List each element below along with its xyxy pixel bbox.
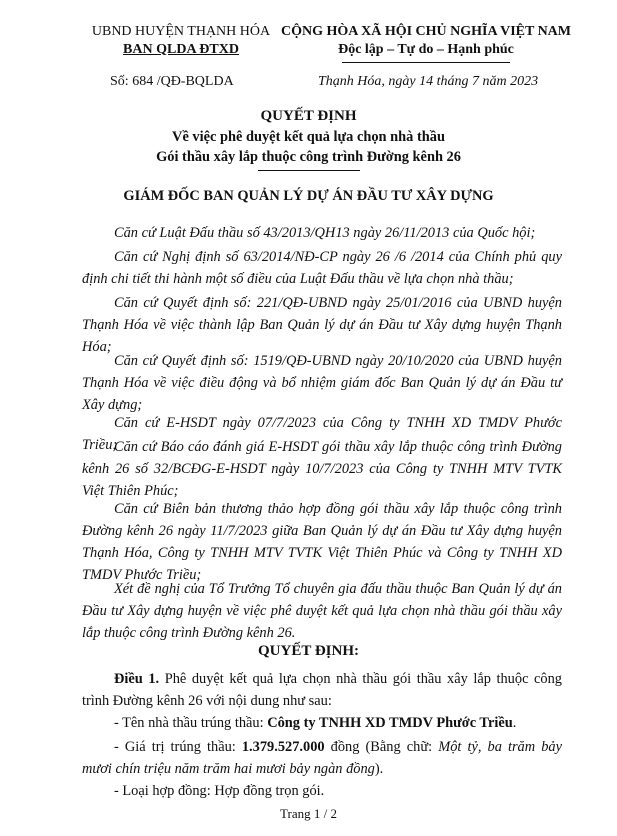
document-subject-line2: Gói thầu xây lắp thuộc công trình Đường kênh 26 — [156, 149, 461, 165]
citation-law: Căn cứ Luật Đấu thầu số 43/2013/QH13 ngày 26/11/2013 của Quốc hội; — [114, 225, 536, 241]
document-subject-line1: Về việc phê duyệt kết quả lựa chọn nhà thầu — [172, 129, 445, 145]
number-label: Số: — [110, 74, 129, 89]
number-value: 684 — [132, 74, 154, 89]
citation-decision-221: Căn cứ Quyết định số: 221/QĐ-UBND ngày 25/01/2016 của UBND huyện Thạnh Hóa về việc thành lập Ban Quản lý dự án Đầu tư Xây dựng huyện Thạnh Hóa; — [82, 295, 562, 355]
article-1 — [82, 668, 562, 712]
winning-bidder — [82, 712, 562, 734]
agency-name: UBND HUYỆN THẠNH HÓA — [91, 24, 271, 39]
price-label: - Giá trị trúng thầu: — [114, 739, 242, 755]
price-end: ). — [374, 761, 384, 777]
price-in-words: Một tỷ, ba trăm bảy mươi chín triệu năm trăm hai mươi bảy ngàn đồng — [82, 739, 562, 777]
citation-decision-1519: Căn cứ Quyết định số: 1519/QĐ-UBND ngày 20/10/2020 của UBND huyện Thạnh Hóa về việc điều động và bổ nhiệm giám đốc Ban Quản lý dự án Đầu tư Xây dựng; — [82, 353, 562, 413]
motto-underline — [342, 62, 510, 63]
agency-unit: BAN QLDA ĐTXD — [123, 42, 239, 57]
national-motto: Độc lập – Tự do – Hạnh phúc — [338, 42, 514, 57]
document-number — [110, 74, 234, 90]
citation-decree: Căn cứ Nghị định số 63/2014/NĐ-CP ngày 26 /6 /2014 của Chính phủ quy định chi tiết thi hành một số điều của Luật Đấu thầu về lựa chọn nhà thầu; — [82, 249, 562, 287]
article-1-label: Điều 1. — [114, 671, 160, 687]
citation-proposal: Xét đề nghị của Tổ Trưởng Tổ chuyên gia đấu thầu thuộc Ban Quản lý dự án Đầu tư Xây dựng huyện về việc phê duyệt kết quả lựa chọn nhà thầu gói thầu xây lắp thuộc công trình Đường kênh 26. — [82, 581, 562, 641]
contract-type: - Loại hợp đồng: Hợp đồng trọn gói. — [114, 783, 325, 799]
price-value: 1.379.527.000 — [241, 739, 325, 755]
winning-price — [82, 736, 562, 780]
document-title: QUYẾT ĐỊNH — [260, 108, 357, 124]
decision-heading: QUYẾT ĐỊNH: — [258, 643, 359, 659]
citation-ehsdt: Căn cứ E-HSDT ngày 07/7/2023 của Công ty TNHH XD TMDV Phước Triều; — [82, 415, 562, 453]
citation-evaluation-report: Căn cứ Báo cáo đánh giá E-HSDT gói thầu xây lắp thuộc công trình Đường kênh 26 số 32/BCĐG-E-HSDT ngày 10/7/2023 của Công ty TNHH MTV TVTK Việt Thiên Phúc; — [82, 439, 562, 499]
winner-end: . — [512, 715, 517, 731]
article-1-text: Phê duyệt kết quả lựa chọn nhà thầu gói thầu xây lắp thuộc công trình Đường kênh 26 với nội dung như sau: — [82, 671, 562, 709]
price-unit: đồng (Bằng chữ: — [324, 739, 439, 755]
winner-label: - Tên nhà thầu trúng thầu: — [114, 715, 268, 731]
country-name: CỘNG HÒA XÃ HỘI CHỦ NGHĨA VIỆT NAM — [280, 24, 571, 39]
title-underline — [258, 170, 360, 171]
issuing-authority: GIÁM ĐỐC BAN QUẢN LÝ DỰ ÁN ĐẦU TƯ XÂY DỰNG — [123, 188, 494, 204]
citation-negotiation-minutes: Căn cứ Biên bản thương thảo hợp đồng gói thầu xây lắp thuộc công trình Đường kênh 26 ngày 11/7/2023 giữa Ban Quản lý dự án Đầu tư Xây dựng huyện Thạnh Hóa, Công ty TNHH MTV TVTK Việt Thiên Phúc và Công ty TNHH XD TMDV Phước Triều; — [82, 501, 562, 583]
winner-name: Công ty TNHH XD TMDV Phước Triều — [267, 715, 513, 731]
place-date: Thạnh Hóa, ngày 14 tháng 7 năm 2023 — [318, 74, 539, 89]
number-suffix: /QĐ-BQLDA — [156, 74, 234, 89]
page-number: Trang 1 / 2 — [280, 806, 337, 821]
